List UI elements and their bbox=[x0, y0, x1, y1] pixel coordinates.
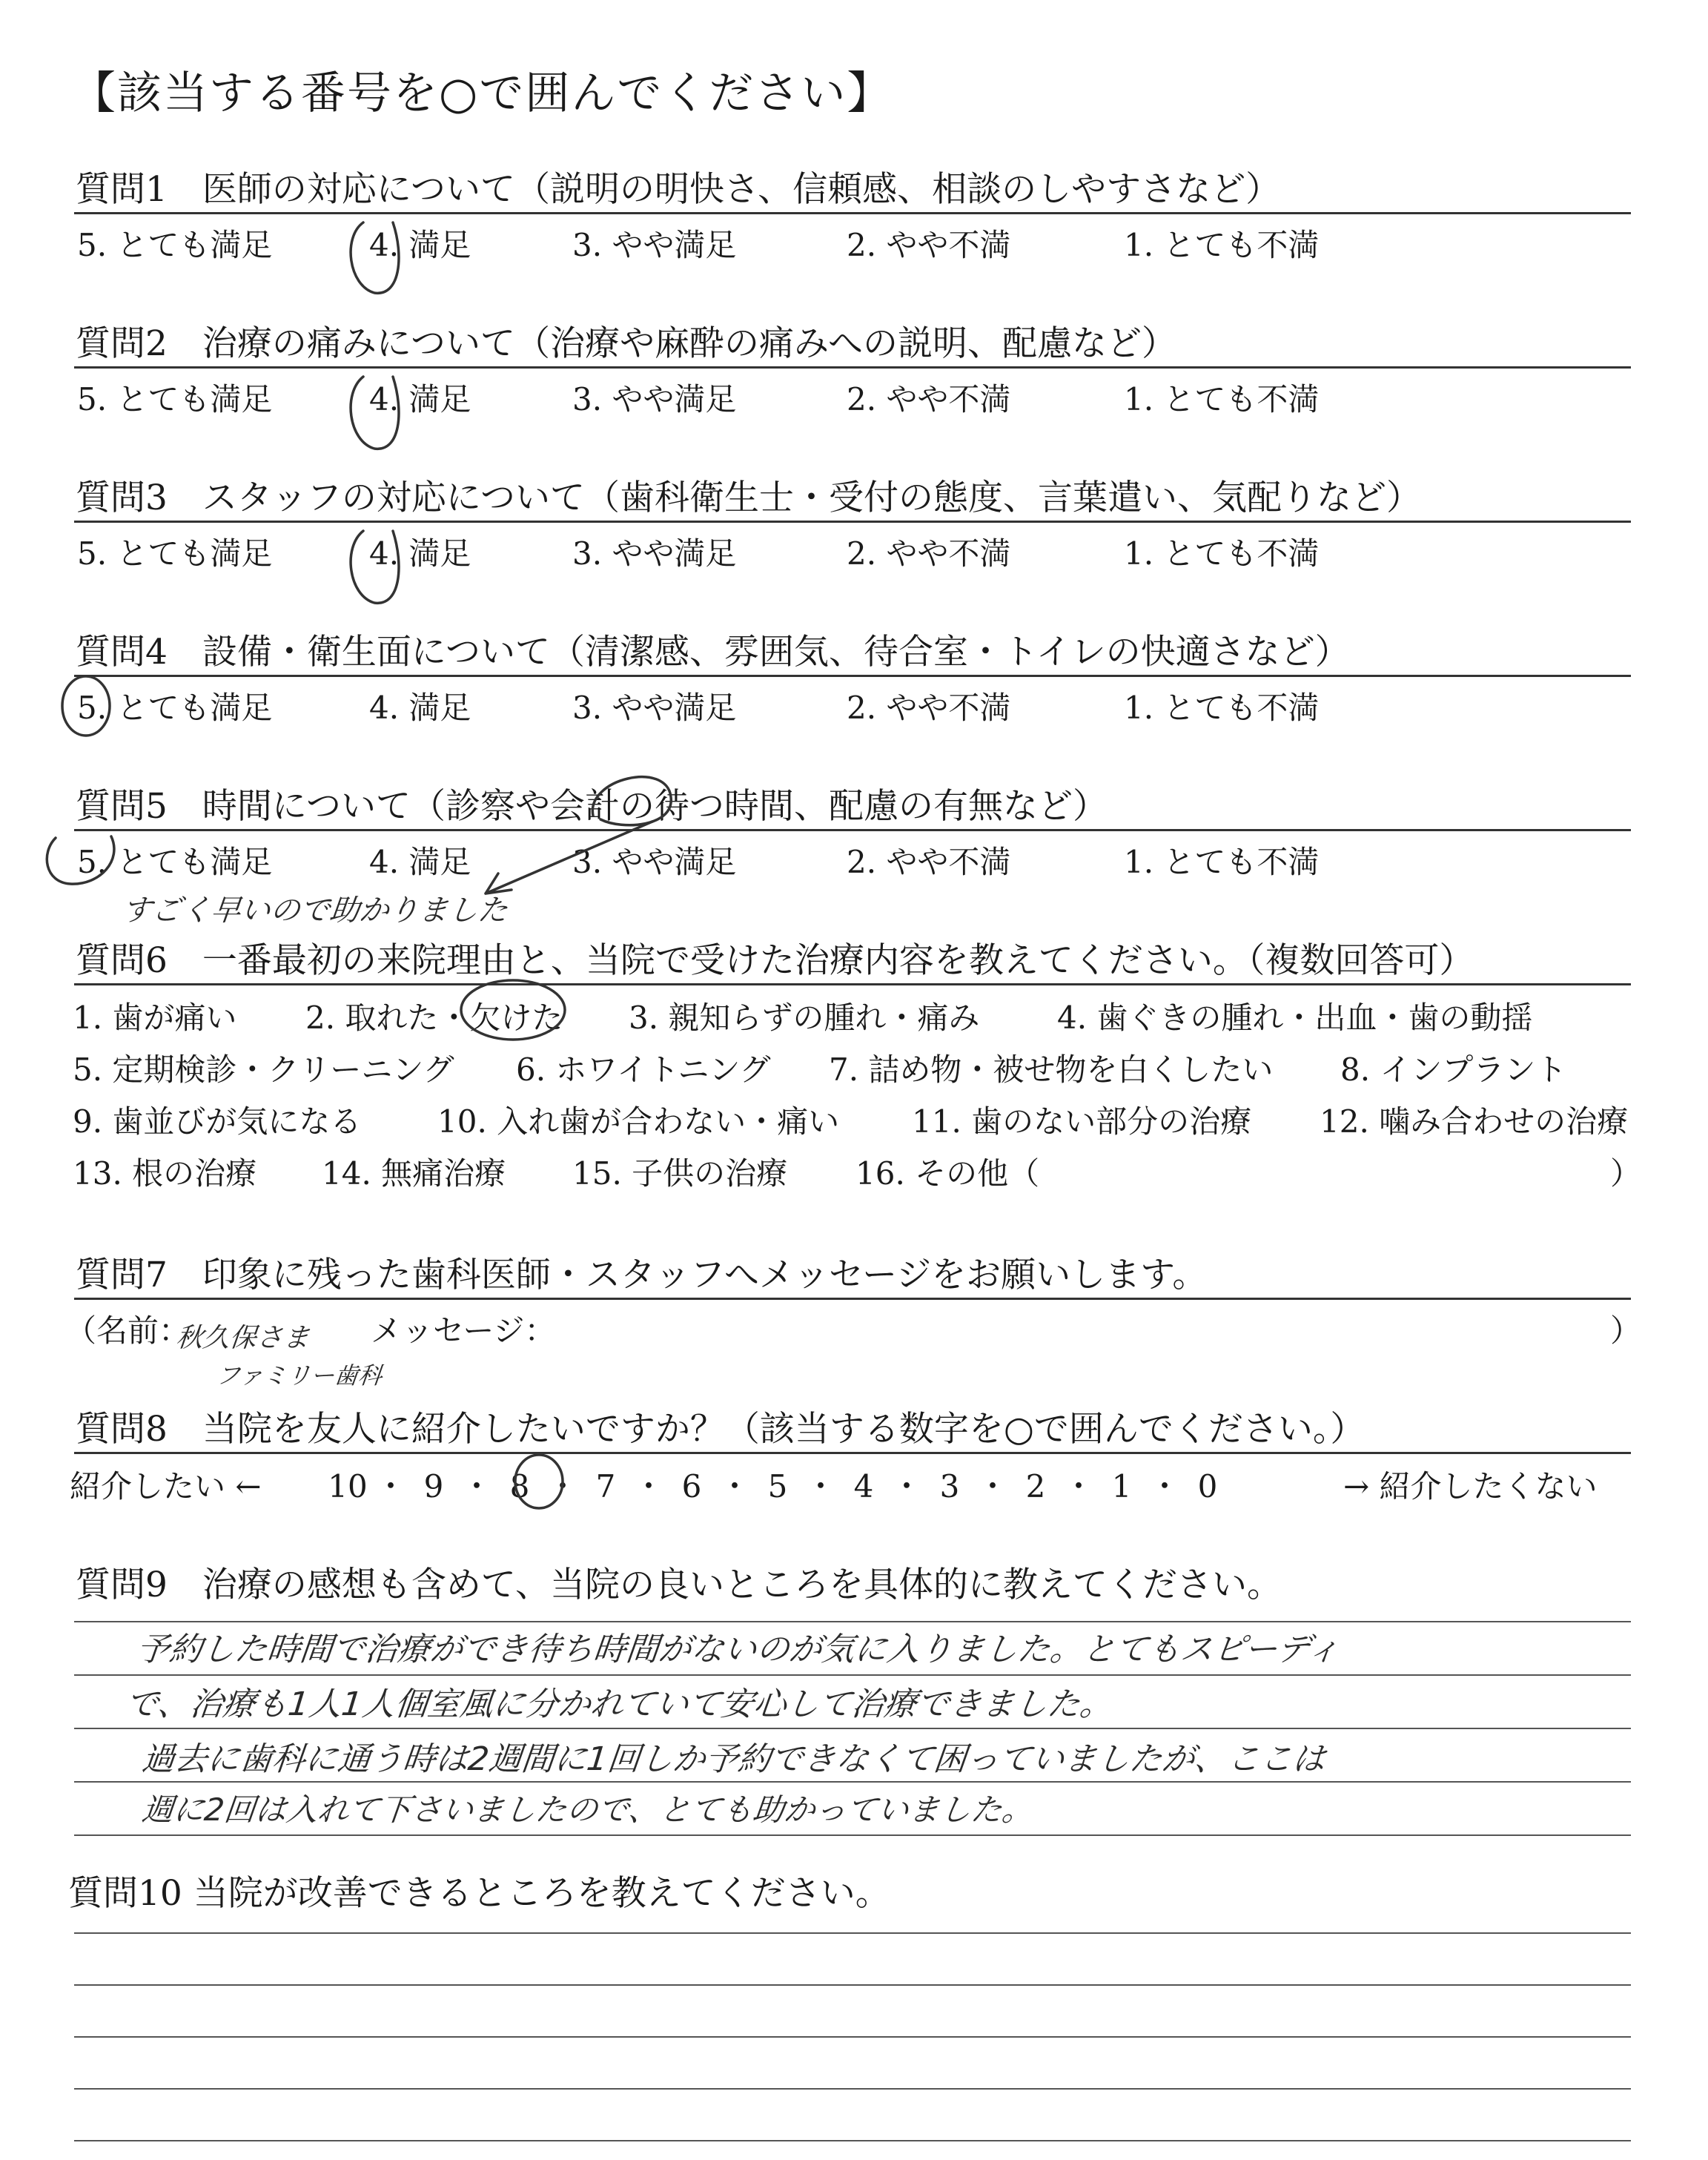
q1-option-2[interactable]: 2. やや不満 bbox=[847, 227, 1011, 263]
q5-option-2[interactable]: 2. やや不満 bbox=[847, 844, 1011, 880]
name-label: （名前： bbox=[65, 1312, 191, 1349]
q9-answer-line-1: 予約した時間で治療ができ待ち時間がないのが気に入りました。とてもスピーディ bbox=[134, 1631, 1342, 1668]
scale-5[interactable]: 5 bbox=[767, 1468, 788, 1505]
q9-answer-line-4: 週に2回は入れて下さいましたので、とても助かっていました。 bbox=[140, 1791, 1036, 1828]
scale-6[interactable]: 6 bbox=[681, 1468, 702, 1505]
q5-kaikei-circle bbox=[592, 777, 671, 825]
question-8: 質問8 当院を友人に紹介したいですか？（該当する数字を○で囲んでください。） bbox=[76, 1409, 1366, 1450]
q2-option-1[interactable]: 1. とても不満 bbox=[1124, 381, 1320, 417]
q5-handwritten-note: すごく早いので助かりました bbox=[120, 894, 510, 928]
message-close: ） bbox=[1610, 1312, 1642, 1349]
scale-dot: ・ bbox=[1148, 1468, 1180, 1505]
q1-option-3[interactable]: 3. やや満足 bbox=[572, 227, 737, 263]
q2-circle-mark bbox=[351, 377, 399, 449]
q4-option-1[interactable]: 1. とても不満 bbox=[1124, 690, 1320, 726]
scale-dot: ・ bbox=[546, 1468, 578, 1505]
q6-option-10[interactable]: 10. 入れ歯が合わない・痛い bbox=[437, 1103, 840, 1140]
q6-option-1[interactable]: 1. 歯が痛い bbox=[73, 1000, 237, 1036]
q5-circle-mark bbox=[47, 836, 114, 884]
q6-option-15[interactable]: 15. 子供の治療 bbox=[572, 1155, 788, 1192]
q5-option-5[interactable]: 5. とても満足 bbox=[77, 844, 273, 880]
q4-option-5[interactable]: 5. とても満足 bbox=[77, 690, 273, 726]
q1-option-1[interactable]: 1. とても不満 bbox=[1124, 227, 1320, 263]
q2-option-5[interactable]: 5. とても満足 bbox=[77, 381, 273, 417]
scale-dot: ・ bbox=[460, 1468, 492, 1505]
q9-answer-line-2: で、治療も1人1人個室風に分かれていて安心して治療できました。 bbox=[123, 1685, 1115, 1723]
scale-dot: ・ bbox=[804, 1468, 836, 1505]
scale-dot: ・ bbox=[374, 1468, 406, 1505]
question-1: 質問1 医師の対応について（説明の明快さ、信頼感、相談のしやすさなど） bbox=[76, 169, 1281, 210]
question-4: 質問4 設備・衛生面について（清潔感、雰囲気、待合室・トイレの快適さなど） bbox=[76, 632, 1350, 673]
scale-9[interactable]: 9 bbox=[423, 1468, 444, 1505]
scale-0[interactable]: 0 bbox=[1197, 1468, 1218, 1505]
q6-option-12[interactable]: 12. 噛み合わせの治療 bbox=[1320, 1103, 1629, 1140]
q6-option-2[interactable]: 2. 取れた・欠けた bbox=[305, 1000, 563, 1036]
scale-7[interactable]: 7 bbox=[595, 1468, 616, 1505]
question-10: 質問10 当院が改善できるところを教えてください。 bbox=[68, 1873, 890, 1914]
q6-option-4[interactable]: 4. 歯ぐきの腫れ・出血・歯の動揺 bbox=[1057, 1000, 1533, 1036]
page-title: 【該当する番号を○で囲んでください】 bbox=[71, 67, 893, 119]
q5-arrow bbox=[486, 822, 652, 894]
q5-option-1[interactable]: 1. とても不満 bbox=[1124, 844, 1320, 880]
q6-option-13[interactable]: 13. 根の治療 bbox=[73, 1155, 257, 1192]
scale-1[interactable]: 1 bbox=[1111, 1468, 1132, 1505]
q6-option-14[interactable]: 14. 無痛治療 bbox=[322, 1155, 506, 1192]
q3-option-2[interactable]: 2. やや不満 bbox=[847, 535, 1011, 572]
scale-dot: ・ bbox=[632, 1468, 664, 1505]
q1-circle-mark bbox=[351, 222, 399, 293]
scale-dot: ・ bbox=[1062, 1468, 1094, 1505]
q6-option-3[interactable]: 3. 親知らずの腫れ・痛み bbox=[629, 1000, 980, 1036]
question-6: 質問6 一番最初の来院理由と、当院で受けた治療内容を教えてください。（複数回答可） bbox=[76, 940, 1474, 981]
q6-option-7[interactable]: 7. 詰め物・被せ物を白くしたい bbox=[829, 1051, 1274, 1088]
q2-option-4[interactable]: 4. 満足 bbox=[369, 381, 471, 417]
q1-option-4[interactable]: 4. 満足 bbox=[369, 227, 471, 263]
q6-option-9[interactable]: 9. 歯並びが気になる bbox=[73, 1103, 362, 1140]
q3-option-1[interactable]: 1. とても不満 bbox=[1124, 535, 1320, 572]
scale-10[interactable]: 10 bbox=[328, 1468, 368, 1505]
scale-4[interactable]: 4 bbox=[853, 1468, 874, 1505]
handwritten-name: 秋久保さま bbox=[174, 1323, 311, 1353]
q6-option-16[interactable]: 16. その他（ bbox=[855, 1155, 1040, 1192]
q2-option-3[interactable]: 3. やや満足 bbox=[572, 381, 737, 417]
q4-circle-mark bbox=[62, 676, 110, 736]
scale-3[interactable]: 3 bbox=[939, 1468, 960, 1505]
q1-option-5[interactable]: 5. とても満足 bbox=[77, 227, 273, 263]
q6-other-close: ） bbox=[1610, 1155, 1642, 1192]
q3-circle-mark bbox=[351, 531, 399, 603]
q6-option-11[interactable]: 11. 歯のない部分の治療 bbox=[912, 1103, 1252, 1140]
scale-right-label: → 紹介したくない bbox=[1343, 1468, 1598, 1505]
question-9: 質問9 治療の感想も含めて、当院の良いところを具体的に教えてください。 bbox=[76, 1565, 1282, 1605]
handwritten-clinic: ファミリー歯科 bbox=[214, 1361, 384, 1390]
scale-2[interactable]: 2 bbox=[1025, 1468, 1046, 1505]
q3-option-4[interactable]: 4. 満足 bbox=[369, 535, 471, 572]
q4-option-4[interactable]: 4. 満足 bbox=[369, 690, 471, 726]
q4-option-2[interactable]: 2. やや不満 bbox=[847, 690, 1011, 726]
question-5: 質問5 時間について（診察や会計の待つ時間、配慮の有無など） bbox=[76, 786, 1108, 827]
q3-option-3[interactable]: 3. やや満足 bbox=[572, 535, 737, 572]
q8-eight-circle bbox=[515, 1455, 563, 1508]
question-3: 質問3 スタッフの対応について（歯科衛生士・受付の態度、言葉遣い、気配りなど） bbox=[76, 478, 1421, 518]
scale-dot: ・ bbox=[976, 1468, 1008, 1505]
message-label: メッセージ： bbox=[371, 1312, 556, 1349]
scale-left-label: 紹介したい ← bbox=[70, 1468, 262, 1505]
question-7: 質問7 印象に残った歯科医師・スタッフへメッセージをお願いします。 bbox=[76, 1255, 1208, 1295]
q5-option-4[interactable]: 4. 満足 bbox=[369, 844, 471, 880]
q6-option-5[interactable]: 5. 定期検診・クリーニング bbox=[73, 1051, 454, 1088]
scale-dot: ・ bbox=[890, 1468, 922, 1505]
q3-option-5[interactable]: 5. とても満足 bbox=[77, 535, 273, 572]
q5-option-3[interactable]: 3. やや満足 bbox=[572, 844, 737, 880]
question-2: 質問2 治療の痛みについて（治療や麻酔の痛みへの説明、配慮など） bbox=[76, 323, 1177, 364]
q6-option-8[interactable]: 8. インプラント bbox=[1340, 1051, 1567, 1088]
q2-option-2[interactable]: 2. やや不満 bbox=[847, 381, 1011, 417]
q9-answer-line-3: 過去に歯科に通う時は2週間に1回しか予約できなくて困っていましたが、ここは bbox=[139, 1740, 1328, 1778]
q4-option-3[interactable]: 3. やや満足 bbox=[572, 690, 737, 726]
scale-dot: ・ bbox=[718, 1468, 750, 1505]
scale-8[interactable]: 8 bbox=[509, 1468, 530, 1505]
q6-kaketa-circle bbox=[461, 980, 565, 1040]
q6-option-6[interactable]: 6. ホワイトニング bbox=[516, 1051, 771, 1088]
